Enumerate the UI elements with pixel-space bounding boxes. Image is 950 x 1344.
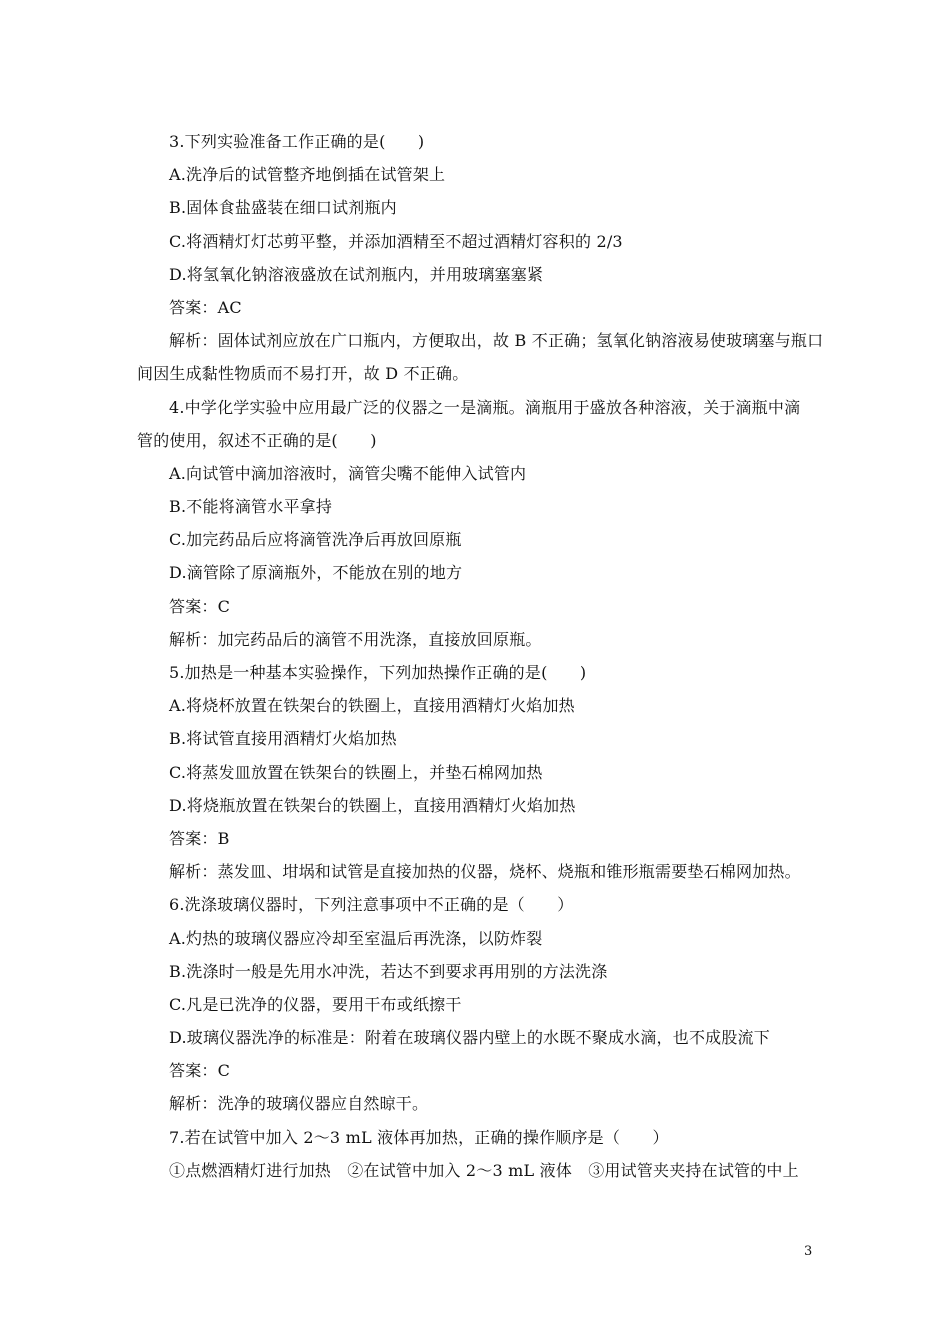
text-line: 5.加热是一种基本实验操作，下列加热操作正确的是( ) xyxy=(169,663,587,682)
text-line: B.将试管直接用酒精灯火焰加热 xyxy=(169,729,397,749)
text-line: D.玻璃仪器洗净的标准是：附着在玻璃仪器内壁上的水既不聚成水滴，也不成股流下 xyxy=(169,1028,770,1048)
text-line: 间因生成黏性物质而不易打开，故 D 不正确。 xyxy=(137,364,469,384)
text-line: ①点燃酒精灯进行加热 ②在试管中加入 2～3 mL 液体 ③用试管夹夹持在试管的中上 xyxy=(169,1160,799,1180)
text-line: 解析：洗净的玻璃仪器应自然晾干。 xyxy=(169,1094,429,1114)
text-line: 7.若在试管中加入 2～3 mL 液体再加热，正确的操作顺序是（ ） xyxy=(169,1127,669,1147)
text-line: C.加完药品后应将滴管洗净后再放回原瓶 xyxy=(169,530,462,550)
text-line: 解析：固体试剂应放在广口瓶内，方便取出，故 B 不正确；氢氧化钠溶液易使玻璃塞与瓶口 xyxy=(169,331,824,351)
text-line: 答案：C xyxy=(169,1061,231,1081)
text-line: C.将蒸发皿放置在铁架台的铁圈上，并垫石棉网加热 xyxy=(169,762,543,782)
text-line: D.将烧瓶放置在铁架台的铁圈上，直接用酒精灯火焰加热 xyxy=(169,795,576,815)
text-line: 管的使用，叙述不正确的是( ) xyxy=(137,430,377,450)
text-line: 解析：加完药品后的滴管不用洗涤，直接放回原瓶。 xyxy=(169,629,542,649)
text-line: D.滴管除了原滴瓶外，不能放在别的地方 xyxy=(169,563,463,583)
text-line: C.将酒精灯灯芯剪平整，并添加酒精至不超过酒精灯容积的 2/3 xyxy=(169,231,623,251)
text-line: C.凡是已洗净的仪器，要用干布或纸擦干 xyxy=(169,994,462,1014)
text-line: 3.下列实验准备工作正确的是( ) xyxy=(169,132,425,151)
text-line: 4.中学化学实验中应用最广泛的仪器之一是滴瓶。滴瓶用于盛放各种溶液，关于滴瓶中滴 xyxy=(169,397,801,417)
text-line: 解析：蒸发皿、坩埚和试管是直接加热的仪器，烧杯、烧瓶和锥形瓶需要垫石棉网加热。 xyxy=(169,862,801,882)
document-body xyxy=(137,125,824,1187)
text-line: 6.洗涤玻璃仪器时，下列注意事项中不正确的是（ ） xyxy=(169,895,574,915)
text-line: A.灼热的玻璃仪器应冷却至室温后再洗涤，以防炸裂 xyxy=(169,928,543,948)
text-line: 答案：AC xyxy=(169,297,242,317)
text-line: B.洗涤时一般是先用水冲洗，若达不到要求再用别的方法洗涤 xyxy=(169,961,608,981)
text-line: B.不能将滴管水平拿持 xyxy=(169,497,333,517)
text-line: A.洗净后的试管整齐地倒插在试管架上 xyxy=(169,165,446,185)
text-line: 答案：B xyxy=(169,828,230,848)
text-line: D.将氢氧化钠溶液盛放在试剂瓶内，并用玻璃塞塞紧 xyxy=(169,264,544,284)
text-line: 答案：C xyxy=(169,596,231,616)
page-number: 3 xyxy=(804,1244,813,1259)
text-line: B.固体食盐盛装在细口试剂瓶内 xyxy=(169,198,397,218)
text-line: A.将烧杯放置在铁架台的铁圈上，直接用酒精灯火焰加热 xyxy=(169,696,575,716)
text-line: A.向试管中滴加溶液时，滴管尖嘴不能伸入试管内 xyxy=(169,463,527,483)
